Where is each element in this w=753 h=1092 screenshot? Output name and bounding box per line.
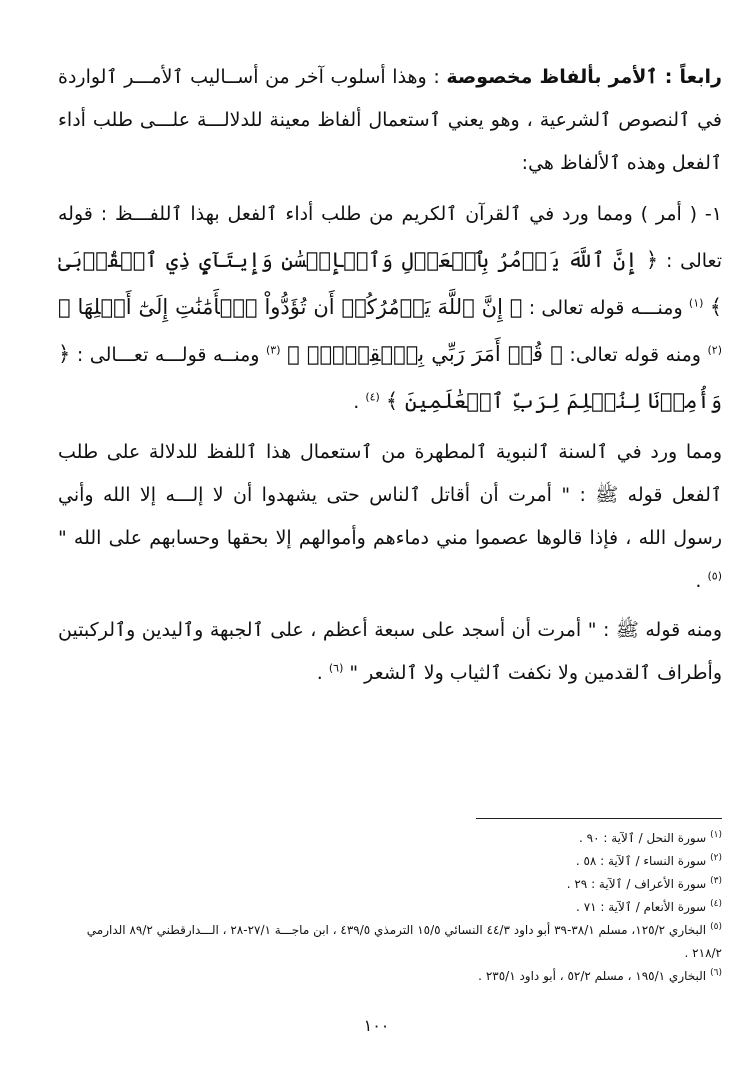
footnote-number: (٢) [710, 853, 722, 863]
footnote-reference[interactable]: (١) [688, 296, 704, 310]
quran-verse: ﴿ قُلۡ أَمَرَ رَبِّي بِٱلۡقِسۡطِۖ ﴾ [287, 342, 563, 366]
footnote-divider [476, 818, 722, 819]
footnote-text: البخاري ١٩٥/١ ، مسلم ٥٢/٢ ، أبو داود ٢٣٥/١ . [478, 969, 707, 983]
footnote-text: سورة النحل / ٱلآية : ٩٠ . [579, 831, 707, 845]
footnote-reference[interactable]: (٦) [328, 661, 344, 675]
footnote-text: البخاري ١٢٥/٢، مسلم ٣٨/١-٣٩ أبو داود ٤٤/٣ النسائي ١٥/٥ الترمذي ٤٣٩/٥ ، ابن ماجـــة ٢٧/١-٢٨ ، الـــدارقطني ٨٩/٢ الدارمي ٢١٨/٢ . [86, 923, 722, 960]
paragraph-text: ومنه قوله ﷺ : " أمرت أن أسجد على سبعة أعظم ، على ٱلجبهة وٱليدين وٱلركبتين وأطراف ٱلقدمين ولا نكفت ٱلثياب ولا ٱلشعر " [58, 619, 722, 684]
paragraph-text: ومنـــه قوله تعالى : [522, 297, 689, 319]
footnote-text: سورة النساء / ٱلآية : ٥٨ . [575, 854, 707, 868]
page-number: ١٠٠ [363, 1016, 390, 1035]
paragraph-quran [58, 191, 722, 425]
section-heading: رابعاً : ٱلأمر بألفاظ مخصوصة [446, 66, 722, 88]
footnote-text: سورة الأعراف / ٱلآية : ٢٩ . [566, 877, 707, 891]
footnote-number: (٥) [710, 922, 722, 932]
paragraph-intro [58, 56, 722, 185]
footnote-item [58, 827, 722, 850]
page-body [58, 56, 722, 695]
paragraph-end: . [353, 391, 366, 413]
paragraph-text: ومنــه قولـــه تعـــالى : [70, 344, 266, 366]
quran-verse: ﴿ إِنَّ ٱللَّهَ يَأۡمُرُ بِٱلۡعَدۡلِ وَٱلۡإِحۡسَٰنِ وَإِيتَآيِٕ ذِي ٱلۡقُرۡبَىٰ ﴾ [58, 248, 723, 319]
footnote-reference[interactable]: (٢) [707, 343, 722, 357]
footnote-text: سورة الأنعام / ٱلآية : ٧١ . [576, 900, 707, 914]
footnotes-section [58, 818, 722, 988]
paragraph-hadith-1 [58, 431, 722, 603]
paragraph-text: ١- ( أمر ) ومما ورد في ٱلقرآن ٱلكريم من طلب أداء ٱلفعل بهذا ٱللفـــظ : قوله تعالى : [58, 203, 722, 272]
paragraph-text: : وهذا أسلوب آخر من أســاليب ٱلأمـــر ٱلواردة في ٱلنصوص ٱلشرعية ، وهو يعني ٱستعمال ألفاظ معينة للدلالـــة علـــى طلب أداء ٱلفعل وهذه ٱلألفاظ هي: [58, 66, 722, 174]
paragraph-end: . [316, 662, 329, 684]
footnote-reference[interactable]: (٤) [365, 390, 380, 404]
footnote-number: (٣) [710, 876, 722, 886]
paragraph-hadith-2 [58, 609, 722, 695]
footnote-item [58, 873, 722, 896]
footnote-reference[interactable]: (٥) [707, 569, 722, 583]
footnote-item [58, 965, 722, 988]
footnote-item [58, 919, 722, 965]
paragraph-end: . [695, 570, 708, 592]
footnote-reference[interactable]: (٣) [266, 343, 281, 357]
footnote-item [58, 850, 722, 873]
footnote-number: (٤) [710, 899, 722, 909]
quran-verse: ﴿ إِنَّ ٱللَّهَ يَأۡمُرُكُمۡ أَن تُؤَدُّواْ ٱلۡأَمَٰنَٰتِ إِلَىٰٓ أَهۡلِهَا ﴾ [58, 295, 523, 319]
footnote-number: (١) [710, 830, 722, 840]
paragraph-text: ومنه قوله تعالى: [562, 344, 708, 366]
paragraph-text: ومما ورد في ٱلسنة ٱلنبوية ٱلمطهرة من ٱستعمال هذا ٱللفظ للدلالة على طلب ٱلفعل قوله ﷺ : " أمرت أن أقاتل ٱلناس حتى يشهدوا أن لا إلـــه إلا الله وأني رسول الله ، فإذا قالوها عصموا مني دماءهم وأموالهم إلا بحقها وحسابهم على الله " [58, 441, 722, 549]
footnote-item [58, 896, 722, 919]
footnote-number: (٦) [710, 968, 722, 978]
quran-verse: ﴿ وَأُمِرۡنَا لِنُسۡلِمَ لِرَبِّ ٱلۡعَٰلَمِينَ ﴾ [58, 342, 722, 413]
